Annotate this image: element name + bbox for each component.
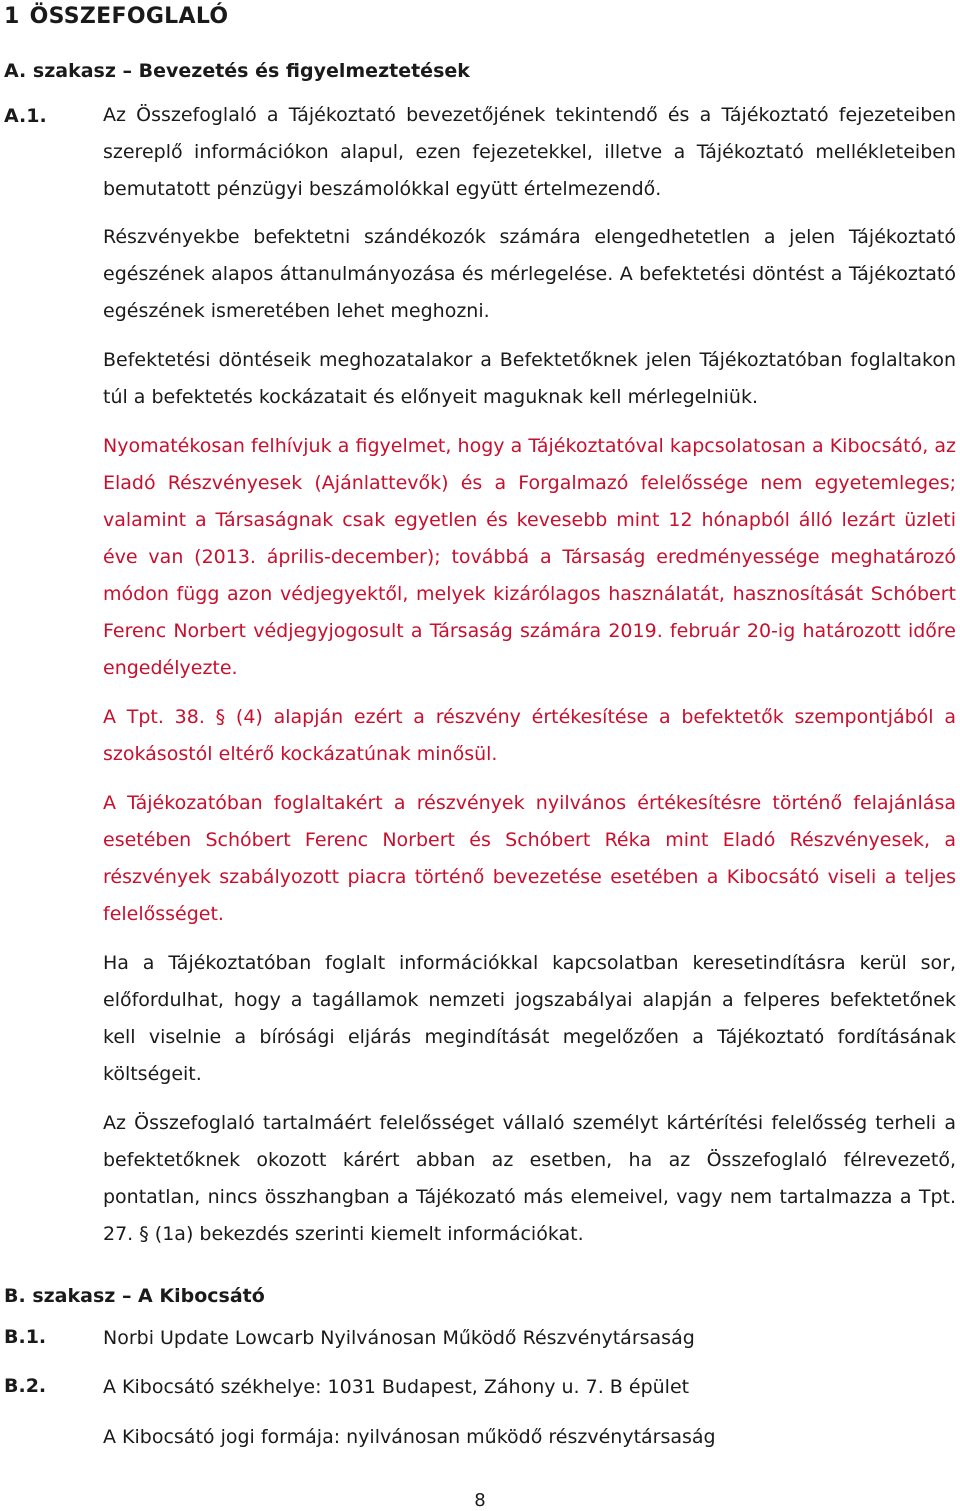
b1-text: Norbi Update Lowcarb Nyilvánosan Működő Részvénytársaság [103, 1327, 695, 1349]
paragraph-a1-1: Az Összefoglaló a Tájékoztató bevezetőjének tekintendő és a Tájékoztató fejezeteiben szereplő információkon alapul, ezen fejezetekkel, illetve a Tájékoztató mellékleteiben bemutatott pénzügyi beszámolókkal együtt értelmezendő. [103, 104, 956, 200]
paragraph-a1-liability: Az Összefoglaló tartalmáért felelősséget vállaló személyt kártérítési felelősség terheli a befektetőknek okozott kárért abban az esetben, ha az Összefoglaló félrevezető, pontatlan, nincs összhangban a Tájékozató más elemeivel, vagy nem tartalmazza a Tpt. 27. § (1a) bekezdés szerinti kiemelt információkat. [103, 1112, 956, 1245]
item-label-b2: B.2. [4, 1375, 47, 1397]
chapter-heading [4, 4, 228, 29]
item-label-a1: A.1. [4, 105, 47, 127]
b2-seat-text: A Kibocsátó székhelye: 1031 Budapest, Záhony u. 7. B épület [103, 1376, 690, 1398]
chapter-title: ÖSSZEFOGLALÓ [29, 4, 229, 29]
paragraph-a1-3: Befektetési döntéseik meghozatalakor a Befektetőknek jelen Tájékoztatóban foglaltakon túl a befektetés kockázatait és előnyeit maguknak kell mérlegelniük. [103, 349, 956, 408]
paragraph-a1-warning: Nyomatékosan felhívjuk a figyelmet, hogy a Tájékoztatóval kapcsolatosan a Kibocsátó, az Eladó Részvényesek (Ajánlattevők) és a Forgalmazó felelőssége nem egyetemleges; valamint a Társaságnak csak egyetlen és kevesebb mint 12 hónapból álló lezárt üzleti éve van (2013. április-december); továbbá a Társaság eredményessége meghatározó módon függ azon védjegyektől, melyek kizárólagos használatát, hasznosítását Schóbert Ferenc Norbert védjegyjogosult a Társaság számára 2019. február 20-ig határozott időre engedélyezte. [103, 435, 956, 679]
paragraph-a1-2: Részvényekbe befektetni szándékozók számára elengedhetetlen a jelen Tájékoztató egészének alapos áttanulmányozása és mérlegelése. A befektetési döntést a Tájékoztató egészének ismeretében lehet meghozni. [103, 226, 956, 322]
item-label-b1: B.1. [4, 1326, 47, 1348]
page-number: 8 [474, 1490, 486, 1511]
section-b-title: B. szakasz – A Kibocsátó [4, 1285, 265, 1307]
paragraph-a1-responsibility: A Tájékozatóban foglaltakért a részvények nyilvános értékesítésre történő felajánlása esetében Schóbert Ferenc Norbert és Schóbert Réka mint Eladó Részvényesek, a részvények szabályozott piacra történő bevezetése esetében a Kibocsátó viseli a teljes felelősséget. [103, 792, 956, 925]
b2-legal-form-text: A Kibocsátó jogi formája: nyilvánosan működő részvénytársaság [103, 1426, 716, 1448]
section-a-title: A. szakasz – Bevezetés és figyelmeztetések [4, 60, 470, 82]
chapter-number: 1 [4, 4, 20, 29]
paragraph-a1-tpt: A Tpt. 38. § (4) alapján ezért a részvény értékesítése a befektetők szempontjából a szokásostól eltérő kockázatúnak minősül. [103, 706, 956, 765]
paragraph-a1-litigation: Ha a Tájékoztatóban foglalt információkkal kapcsolatban keresetindításra kerül sor, előfordulhat, hogy a tagállamok nemzeti jogszabályai alapján a felperes befektetőnek kell viselnie a bírósági eljárás megindítását megelőzően a Tájékoztató fordításának költségeit. [103, 952, 956, 1085]
